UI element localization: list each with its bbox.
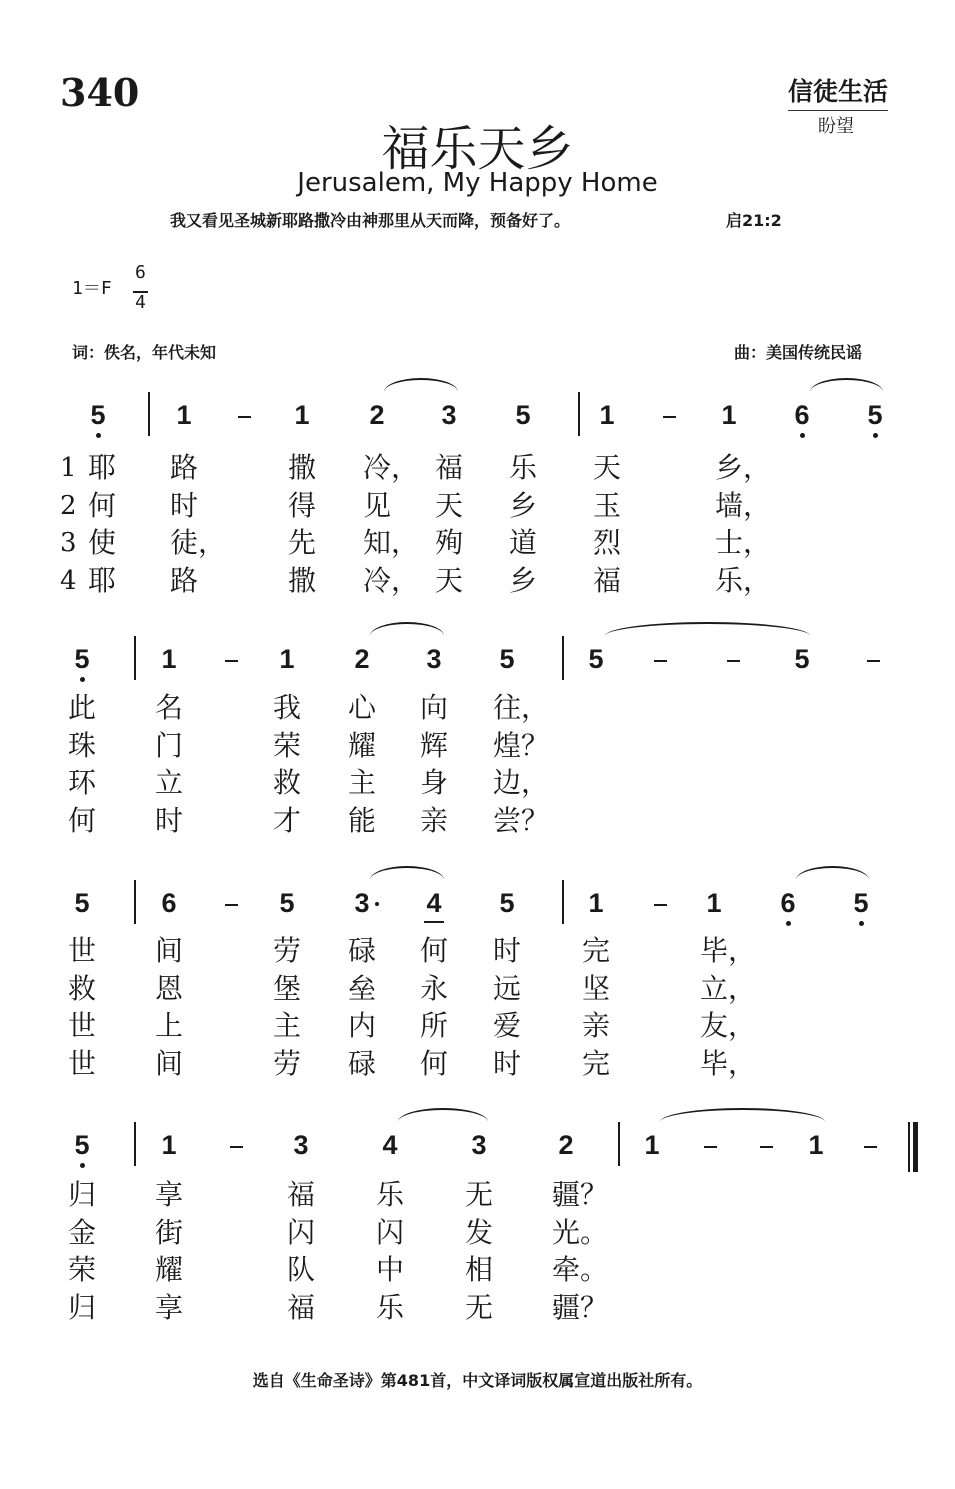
lower-octave-dot (800, 433, 805, 438)
final-barline-thin (908, 1122, 910, 1172)
lyric-syllable: 碌 (348, 1046, 377, 1080)
lyric-syllable: 完 (582, 1046, 611, 1080)
verse-number: 4 (60, 565, 77, 596)
lyric-syllable: 内 (348, 1009, 377, 1042)
tie-dash (760, 1146, 773, 1148)
lyric-syllable: 乡 (509, 563, 538, 597)
tie-dash (663, 416, 676, 418)
lyric-syllable: 知， (363, 526, 420, 559)
lyric-syllable: 间 (155, 934, 184, 967)
lyric-syllable: 爱 (493, 1009, 522, 1042)
note: 1 (721, 400, 737, 430)
lower-octave-dot (80, 677, 85, 682)
tie-dash (654, 660, 667, 662)
lyric-syllable: 荣 (273, 728, 302, 762)
lower-octave-dot (873, 433, 878, 438)
barline (578, 392, 580, 436)
lyric-syllable: 得 (288, 488, 317, 522)
note: 3 (426, 644, 442, 674)
barline (134, 1122, 136, 1166)
lyric-syllable: 时 (170, 488, 199, 522)
note: 1 (161, 1130, 177, 1160)
note: 4 (382, 1130, 398, 1160)
scripture-verse: 我又看见圣城新耶路撒冷由神那里从天而降，预备好了。 (170, 211, 571, 230)
lyric-syllable: 何 (68, 803, 97, 837)
lyric-syllable: 耀 (155, 1253, 184, 1286)
lyric-syllable: 墙， (715, 488, 772, 522)
lyric-syllable: 救 (273, 766, 302, 799)
note: 1 (599, 400, 615, 430)
note: 2 (558, 1130, 574, 1160)
tie-dash (225, 660, 238, 662)
slur (605, 622, 810, 636)
lyric-syllable: 牵。 (552, 1253, 609, 1286)
lyric-syllable: 路 (170, 563, 199, 597)
lyric-syllable: 毕， (700, 1046, 757, 1080)
lyric-syllable: 耶 (88, 563, 117, 597)
lyric-syllable: 耶 (88, 451, 117, 484)
lyric-syllable: 无 (465, 1290, 494, 1324)
lyric-syllable: 撒 (288, 563, 317, 597)
tie-dash (225, 904, 238, 906)
scripture-reference: 启21:2 (726, 211, 782, 230)
lyric-syllable: 才 (273, 803, 302, 837)
final-barline-thick (913, 1122, 918, 1172)
lyric-syllable: 中 (376, 1253, 405, 1286)
lyric-syllable: 冷， (363, 563, 420, 597)
note: 5 (74, 644, 90, 674)
lyric-syllable: 主 (348, 766, 377, 799)
lyric-syllable: 所 (420, 1009, 449, 1042)
lyric-syllable: 此 (68, 691, 97, 724)
note: 1 (176, 400, 192, 430)
note: 3 (471, 1130, 487, 1160)
lyric-syllable: 时 (493, 1046, 522, 1080)
note: 5 (867, 400, 883, 430)
note: 2 (369, 400, 385, 430)
note: 5 (515, 400, 531, 430)
key-signature: 1＝F (72, 278, 112, 299)
lyric-syllable: 劳 (273, 1046, 302, 1080)
tie-dash (867, 660, 880, 662)
lyric-syllable: 天 (435, 563, 464, 597)
lyric-syllable: 闪 (376, 1215, 405, 1249)
lyric-syllable: 玉 (593, 488, 622, 522)
note: 1 (706, 888, 722, 918)
note: 1 (161, 644, 177, 674)
lyric-syllable: 相 (465, 1253, 494, 1286)
lyric-syllable: 队 (287, 1253, 316, 1286)
lyric-syllable: 心 (348, 691, 377, 724)
slur (810, 378, 883, 392)
note: 3 (441, 400, 457, 430)
eighth-underline (424, 921, 444, 923)
lyric-syllable: 归 (68, 1178, 97, 1211)
lyric-syllable: 碌 (348, 934, 377, 967)
title-english: Jerusalem, My Happy Home (297, 168, 658, 198)
lyric-syllable: 福 (435, 451, 464, 484)
lyric-syllable: 身 (420, 766, 449, 799)
barline (148, 392, 150, 436)
lyric-syllable: 何 (420, 934, 449, 967)
lower-octave-dot (859, 921, 864, 926)
note: 1 (279, 644, 295, 674)
lyric-syllable: 时 (155, 803, 184, 837)
lyric-syllable: 乐， (715, 563, 772, 597)
category-label: 信徒生活 (788, 72, 888, 111)
lyric-syllable: 乐 (376, 1178, 405, 1211)
lyric-syllable: 乐 (376, 1290, 405, 1324)
lyric-syllable: 乡， (715, 451, 772, 484)
slur (398, 1108, 488, 1122)
barline (134, 636, 136, 680)
lyric-syllable: 永 (420, 971, 449, 1005)
lyric-syllable: 上 (155, 1009, 184, 1042)
lyric-syllable: 名 (155, 691, 184, 724)
lyric-syllable: 边， (493, 766, 550, 799)
lyric-syllable: 乡 (509, 488, 538, 522)
lyric-syllable: 乐 (509, 451, 538, 484)
lyric-syllable: 天 (435, 488, 464, 522)
lyric-syllable: 疆？ (552, 1290, 609, 1324)
lyric-syllable: 冷， (363, 451, 420, 484)
lyric-syllable: 享 (155, 1178, 184, 1211)
hymn-number: 340 (60, 70, 140, 115)
note: 6 (794, 400, 810, 430)
lyricist-credit: 词：佚名，年代未知 (72, 343, 217, 362)
lyric-syllable: 世 (68, 1046, 97, 1080)
lyric-syllable: 何 (88, 488, 117, 522)
note: 5 (853, 888, 869, 918)
lyric-syllable: 福 (287, 1178, 316, 1211)
lyric-syllable: 使 (88, 526, 117, 559)
lyric-syllable: 救 (68, 971, 97, 1005)
lyric-syllable: 往， (493, 691, 550, 724)
slur (660, 1108, 825, 1122)
tie-dash (230, 1146, 243, 1148)
lyric-syllable: 世 (68, 934, 97, 967)
barline (618, 1122, 620, 1166)
slur (384, 378, 458, 392)
lyric-syllable: 何 (420, 1046, 449, 1080)
note: 1 (808, 1130, 824, 1160)
lyric-syllable: 门 (155, 728, 184, 762)
tie-dash (238, 416, 251, 418)
lyric-syllable: 友， (700, 1009, 757, 1042)
note: 5 (90, 400, 106, 430)
lyric-syllable: 士， (715, 526, 772, 559)
lower-octave-dot (96, 433, 101, 438)
tie-dash (864, 1146, 877, 1148)
lyric-syllable: 远 (493, 971, 522, 1005)
lyric-syllable: 路 (170, 451, 199, 484)
lyric-syllable: 辉 (420, 728, 449, 762)
tie-dash (704, 1146, 717, 1148)
lyric-syllable: 主 (273, 1009, 302, 1042)
lyric-syllable: 荣 (68, 1253, 97, 1286)
note: 1 (588, 888, 604, 918)
lyric-syllable: 毕， (700, 934, 757, 967)
composer-credit: 曲：美国传统民谣 (734, 343, 863, 362)
lyric-syllable: 街 (155, 1215, 184, 1249)
lyric-syllable: 先 (288, 526, 317, 559)
note: 6 (161, 888, 177, 918)
time-signature-top: 6 (135, 262, 146, 283)
lyric-syllable: 亲 (420, 803, 449, 837)
lyric-syllable: 归 (68, 1290, 97, 1324)
tie-dash (727, 660, 740, 662)
lyric-syllable: 见 (363, 488, 392, 522)
time-signature-bottom: 4 (135, 292, 146, 313)
note: 5 (499, 644, 515, 674)
lyric-syllable: 殉 (435, 526, 464, 559)
lower-octave-dot (786, 921, 791, 926)
lyric-syllable: 亲 (582, 1009, 611, 1042)
lyric-syllable: 尝？ (493, 803, 550, 837)
copyright-footer: 选自《生命圣诗》第481首，中文译词版权属宣道出版社所有。 (252, 1371, 703, 1390)
lyric-syllable: 光。 (552, 1215, 609, 1249)
note: 3 (354, 888, 370, 918)
lyric-syllable: 煌？ (493, 728, 550, 762)
lyric-syllable: 堡 (273, 971, 302, 1005)
note: 4 (426, 888, 442, 918)
lyric-syllable: 劳 (273, 934, 302, 967)
note: 5 (588, 644, 604, 674)
note: 3 (293, 1130, 309, 1160)
note: 6 (780, 888, 796, 918)
note: 1 (294, 400, 310, 430)
lyric-syllable: 烈 (593, 526, 622, 559)
barline (562, 880, 564, 924)
barline (134, 880, 136, 924)
lyric-syllable: 耀 (348, 728, 377, 762)
verse-number: 1 (60, 453, 77, 483)
lyric-syllable: 间 (155, 1046, 184, 1080)
lyric-syllable: 道 (509, 526, 538, 559)
lyric-syllable: 无 (465, 1178, 494, 1211)
lyric-syllable: 向 (420, 691, 449, 724)
lyric-syllable: 世 (68, 1009, 97, 1042)
lyric-syllable: 珠 (68, 728, 97, 762)
lyric-syllable: 金 (68, 1215, 97, 1249)
note: 2 (354, 644, 370, 674)
lyric-syllable: 闪 (287, 1215, 316, 1249)
lyric-syllable: 徒， (170, 526, 227, 559)
lyric-syllable: 时 (493, 934, 522, 967)
lyric-syllable: 福 (593, 563, 622, 597)
lyric-syllable: 完 (582, 934, 611, 967)
lyric-syllable: 我 (273, 691, 302, 724)
lyric-syllable: 立， (700, 971, 757, 1005)
lyric-syllable: 环 (68, 766, 97, 799)
note: 5 (499, 888, 515, 918)
lyric-syllable: 疆？ (552, 1178, 609, 1211)
note: 1 (644, 1130, 660, 1160)
note: 5 (74, 888, 90, 918)
lyric-syllable: 能 (348, 803, 377, 837)
augmentation-dot (375, 902, 379, 906)
tie-dash (654, 904, 667, 906)
lyric-syllable: 发 (465, 1215, 494, 1249)
lyric-syllable: 享 (155, 1290, 184, 1324)
lyric-syllable: 天 (593, 451, 622, 484)
lyric-syllable: 福 (287, 1290, 316, 1324)
lyric-syllable: 恩 (155, 971, 184, 1005)
note: 5 (279, 888, 295, 918)
slur (370, 866, 444, 880)
note: 5 (794, 644, 810, 674)
slur (370, 622, 444, 636)
verse-number: 2 (60, 490, 77, 521)
lyric-syllable: 垒 (348, 971, 377, 1005)
note: 5 (74, 1130, 90, 1160)
slur (796, 866, 869, 880)
lyric-syllable: 立 (155, 766, 184, 799)
lower-octave-dot (80, 1163, 85, 1168)
verse-number: 3 (60, 528, 77, 558)
barline (562, 636, 564, 680)
lyric-syllable: 撒 (288, 451, 317, 484)
lyric-syllable: 坚 (582, 971, 611, 1005)
title-chinese: 福乐天乡 (381, 121, 574, 177)
subcategory-label: 盼望 (818, 116, 854, 137)
